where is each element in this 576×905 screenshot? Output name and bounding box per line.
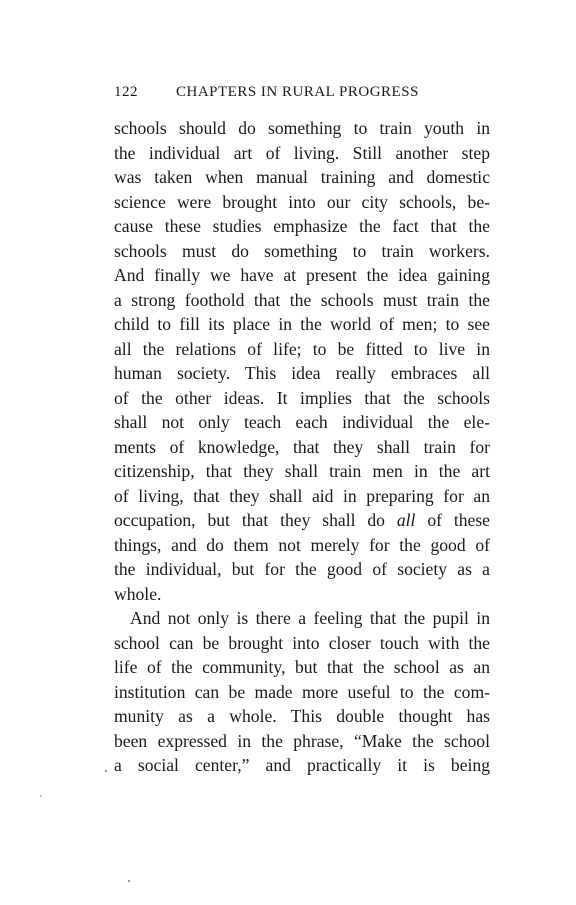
- text-line: of the other ideas. It implies that the schools: [114, 387, 490, 408]
- running-title: CHAPTERS IN RURAL PROGRESS: [176, 84, 419, 100]
- running-head: [114, 84, 494, 104]
- text-fragment: occupation, but that they shall do: [114, 510, 385, 530]
- text-line: of living, that they shall aid in preparing for an: [114, 485, 490, 506]
- page-number: 122: [114, 84, 138, 100]
- text-line: institution can be made more useful to the com-: [114, 681, 490, 702]
- text-line: the individual art of living. Still another step: [114, 142, 490, 163]
- text-line: munity as a whole. This double thought has: [114, 706, 490, 726]
- text-line: schools must do something to train workers.: [114, 240, 490, 261]
- text-line: shall not only teach each individual the ele-: [114, 412, 490, 432]
- paper-speck: [40, 795, 42, 797]
- text-line: school can be brought into closer touch with the: [114, 632, 490, 653]
- text-line: whole.: [114, 583, 162, 604]
- text-line: schools should do something to train youth in: [114, 118, 490, 138]
- emphasized-text: all: [396, 510, 416, 530]
- body-text: [114, 116, 490, 778]
- text-line: was taken when manual training and domestic: [114, 167, 490, 187]
- text-line: child to fill its place in the world of men; to see: [114, 314, 490, 334]
- text-line: a social center,” and practically it is being: [114, 755, 490, 775]
- text-line: things, and do them not merely for the good of: [114, 534, 490, 555]
- text-line: citizenship, that they shall train men in the art: [114, 461, 490, 481]
- text-line: the individual, but for the good of society as a: [114, 559, 490, 579]
- text-line: [114, 508, 490, 533]
- text-line: And finally we have at present the idea gaining: [114, 265, 490, 285]
- text-line: human society. This idea really embraces all: [114, 363, 490, 383]
- paper-speck: [105, 770, 107, 772]
- text-line: And not only is there a feeling that the pupil in: [130, 608, 490, 628]
- text-line: life of the community, but that the school as an: [114, 657, 490, 677]
- text-line: ments of knowledge, that they shall train for: [114, 436, 490, 457]
- text-line: a strong foothold that the schools must train the: [114, 289, 490, 310]
- text-line: been expressed in the phrase, “Make the school: [114, 730, 490, 751]
- paper-speck: [128, 880, 130, 882]
- text-fragment: of these: [427, 510, 490, 530]
- text-line: cause these studies emphasize the fact that the: [114, 216, 490, 236]
- text-line: all the relations of life; to be fitted to live in: [114, 338, 490, 359]
- text-line: science were brought into our city schools, be-: [114, 191, 490, 212]
